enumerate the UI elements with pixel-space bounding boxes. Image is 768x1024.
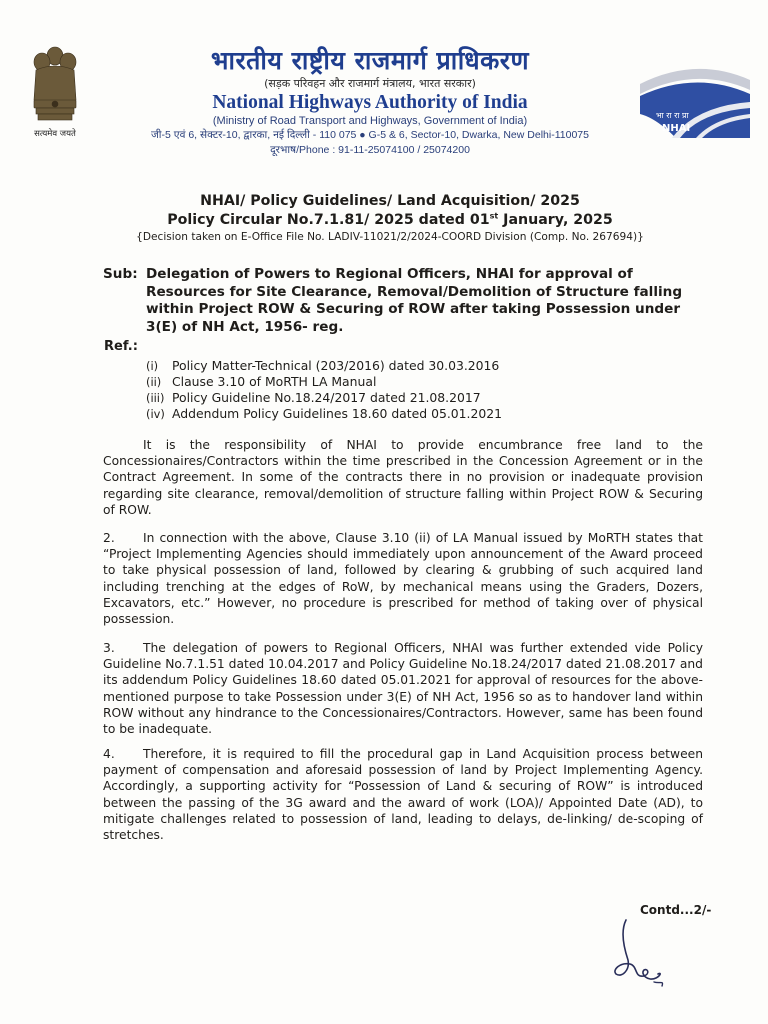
paragraph-text: Therefore, it is required to fill the procedural gap in Land Acquisition process between payment of compensation and aforesaid possession of land by Project Implementing Agency. Accordingly, a supporting activity for “Possession of Land & securing of ROW” is introduced between the passing of the 3G award and the award of work (LOA)/ Appointed Date (AD), to mitigate challenges related to possession of land, leading to delays, de-linking/ de-scoping of stretches. [103, 747, 703, 843]
nhai-logo-icon [636, 56, 752, 142]
paragraph-4 [103, 746, 703, 843]
letterhead-phone: दूरभाष/Phone : 91-11-25074100 / 25074200 [270, 144, 470, 156]
subject-text: Delegation of Powers to Regional Officers, NHAI for approval of Resources for Site Clearance, Removal/Demolition of Structure falling within Project ROW & Securing of ROW after taking Possession under 3(E) of NH Act, 1956- reg. [146, 266, 683, 335]
reference-text: Policy Matter-Technical (203/2016) dated 30.03.2016 [172, 358, 500, 373]
paragraph-3 [103, 640, 703, 737]
list-item [146, 406, 502, 422]
circular-number-text: Policy Circular No.7.1.81/ 2025 dated 01 [167, 212, 490, 228]
national-emblem-icon [26, 42, 84, 138]
reference-number: (iv) [146, 407, 165, 421]
letterhead [110, 46, 630, 158]
circular-number [110, 211, 670, 230]
reference-number: (ii) [146, 375, 162, 389]
emblem-motto: सत्यमेव जयते [34, 129, 76, 139]
letterhead-english-subtitle: (Ministry of Road Transport and Highways, Government of India) [212, 115, 528, 127]
circular-header [110, 192, 670, 244]
paragraph-1: It is the responsibility of NHAI to provide encumbrance free land to the Concessionaires/Contractors within the time prescribed in the Concession Agreement or in the Contract Agreement. In some of the contracts there in no provision or inadequate provision regarding site clearance, removal/demolition of structure falling within Project ROW & Securing of ROW. [103, 438, 703, 517]
handwritten-signature [604, 912, 676, 992]
paragraph-number: 3. [103, 641, 115, 655]
paragraph-number: 2. [103, 531, 115, 545]
list-item [146, 374, 502, 390]
reference-number: (iii) [146, 391, 165, 405]
subject-label: Sub: [103, 266, 138, 282]
paragraph-2 [103, 530, 703, 627]
paragraph-text: The delegation of powers to Regional Officers, NHAI was further extended vide Policy Guideline No.7.1.51 dated 10.04.2017 and Policy Guideline No.18.24/2017 dated 21.08.2017 and its addendum Policy Guidelines 18.60 dated 05.01.2021 for approval of resources for the above-mentioned purpose to take Possession under 3(E) of NH Act, 1956 so as to handover land within ROW without any hindrance to the Concessionaires/Contractors. However, same has been found to be inadequate. [103, 641, 703, 737]
reference-text: Addendum Policy Guidelines 18.60 dated 05.01.2021 [172, 406, 503, 421]
circular-number-date: January, 2025 [498, 212, 613, 228]
letterhead-hindi-subtitle: (सड़क परिवहन और राजमार्ग मंत्रालय, भारत सरकार) [264, 77, 476, 90]
letterhead-hindi-title: भारतीय राष्ट्रीय राजमार्ग प्राधिकरण [210, 46, 530, 75]
paragraph-number: 4. [103, 747, 115, 761]
logo-hindi-text: भा रा रा प्रा [656, 111, 689, 120]
references-label: Ref.: [104, 339, 138, 354]
letterhead-english-title: National Highways Authority of India [212, 92, 528, 113]
circular-decision-note: {Decision taken on E-Office File No. LADIV-11021/2/2024-COORD Division (Comp. No. 267694)} [136, 231, 644, 243]
paragraph-text: In connection with the above, Clause 3.10 (ii) of LA Manual issued by MoRTH states that “Project Implementing Agencies should immediately upon announcement of the Award proceed to take physical possession of land, followed by clearing & grubbing of such acquired land including trenching at the edges of RoW, by mechanical means using the Graders, Dozers, Excavators, etc.” However, no procedure is prescribed for method of taking over of physical possession. [103, 531, 703, 627]
circular-number-sup: st [489, 211, 499, 221]
references-list [146, 358, 502, 422]
continued-marker: Contd...2/- [640, 903, 712, 917]
circular-title: NHAI/ Policy Guidelines/ Land Acquisition/ 2025 [200, 193, 580, 209]
logo-abbr-text: NHAI [662, 123, 691, 134]
letterhead-address: जी-5 एवं 6, सेक्टर-10, द्वारका, नई दिल्ली - 110 075 ● G-5 & 6, Sector-10, Dwarka, New Delhi-110075 [151, 129, 589, 141]
reference-text: Policy Guideline No.18.24/2017 dated 21.08.2017 [172, 390, 481, 405]
reference-text: Clause 3.10 of MoRTH LA Manual [172, 374, 377, 389]
reference-number: (i) [146, 359, 159, 373]
list-item [146, 390, 502, 406]
list-item [146, 358, 502, 374]
